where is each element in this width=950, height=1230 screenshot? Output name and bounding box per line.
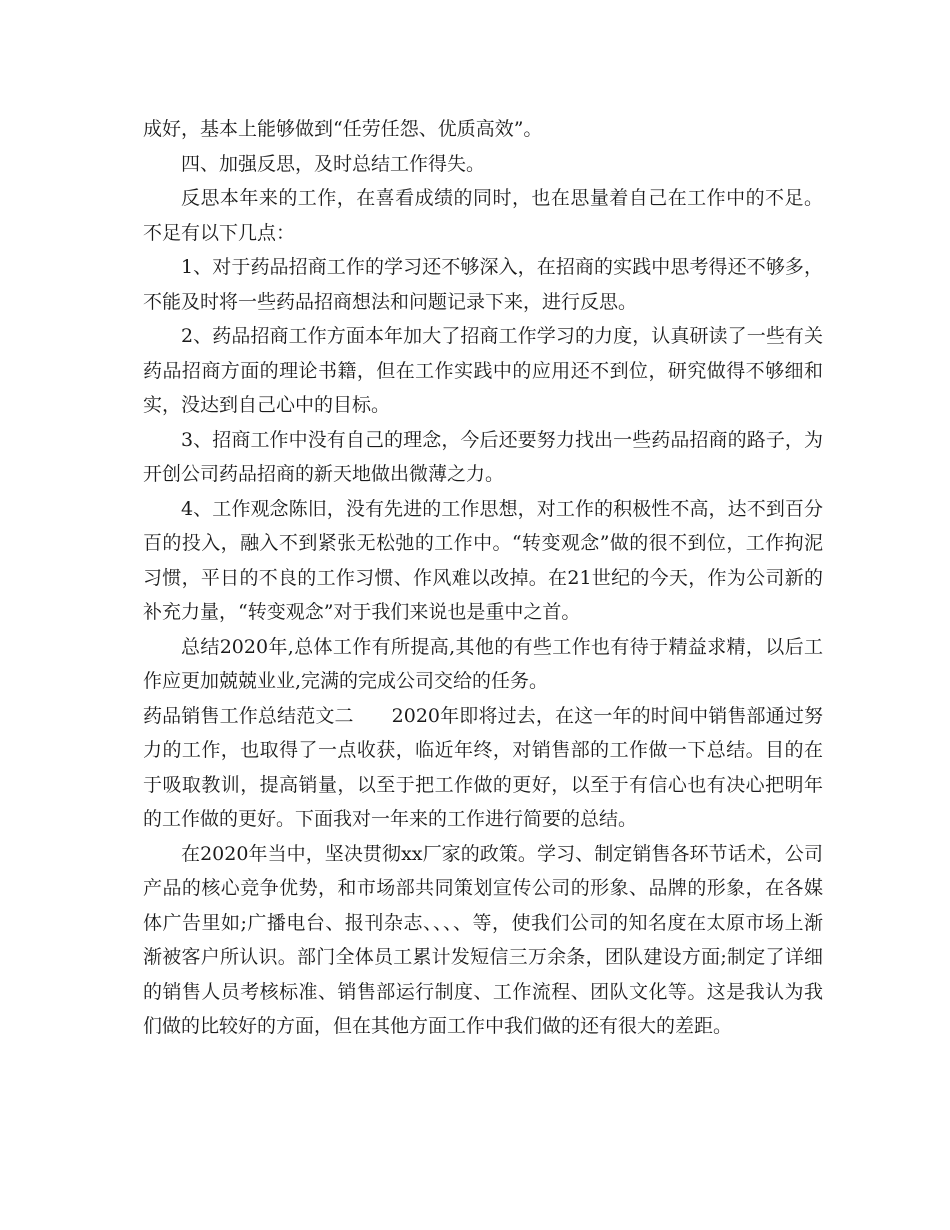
paragraph-reflection: 反思本年来的工作，在喜看成绩的同时，也在思量着自己在工作中的不足。不足有以下几点： [143, 187, 823, 244]
paragraph-heading-four: 四、加强反思，及时总结工作得失。 [181, 152, 486, 175]
section-intro-text: 2020年即将过去，在这一年的时间中销售部通过努力的工作，也取得了一点收获，临近年终，对销售部的工作做一下总结。目的在于吸取教训，提高销量，以至于把工作做的更好，以至于有信心也有决心把明年的工作做的更好。下面我对一年来的工作进行简要的总结。 [143, 704, 823, 830]
paragraph-point-3: 3、招商工作中没有自己的理念，今后还要努力找出一些药品招商的路子，为开创公司药品招商的新天地做出微薄之力。 [143, 428, 823, 485]
paragraph-continuation: 成好，基本上能够做到“任劳任怨、优质高效”。 [143, 118, 543, 140]
paragraph-summary: 总结2020年,总体工作有所提高,其他的有些工作也有待于精益求精，以后工作应更加兢兢业业,完满的完成公司交给的任务。 [143, 635, 823, 692]
paragraph-point-4: 4、工作观念陈旧，没有先进的工作思想，对工作的积极性不高，达不到百分百的投入，融入不到紧张无松弛的工作中。“转变观念”做的很不到位，工作拘泥习惯，平日的不良的工作习惯、作风难以改掉。在21世纪的今天，作为公司新的补充力量，“转变观念”对于我们来说也是重中之首。 [143, 497, 823, 623]
section-heading: 药品销售工作总结范文二 [143, 704, 354, 727]
document-body [143, 112, 823, 1044]
paragraph-point-1: 1、对于药品招商工作的学习还不够深入，在招商的实践中思考得还不够多，不能及时将一些药品招商想法和问题记录下来，进行反思。 [143, 256, 823, 313]
section-two-intro-paragraph [143, 699, 823, 837]
paragraph-point-2: 2、药品招商工作方面本年加大了招商工作学习的力度，认真研读了一些有关药品招商方面的理论书籍，但在工作实践中的应用还不到位，研究做得不够细和实，没达到自己心中的目标。 [143, 325, 823, 416]
paragraph-final: 在2020年当中，坚决贯彻xx厂家的政策。学习、制定销售各环节话术，公司产品的核心竞争优势，和市场部共同策划宣传公司的形象、品牌的形象，在各媒体广告里如;广播电台、报刊杂志、、、、等，使我们公司的知名度在太原市场上渐渐被客户所认识。部门全体员工累计发短信三万余条，团队建设方面;制定了详细的销售人员考核标准、销售部运行制度、工作流程、团队文化等。这是我认为我们做的比较好的方面，但在其他方面工作中我们做的还有很大的差距。 [143, 842, 823, 1037]
